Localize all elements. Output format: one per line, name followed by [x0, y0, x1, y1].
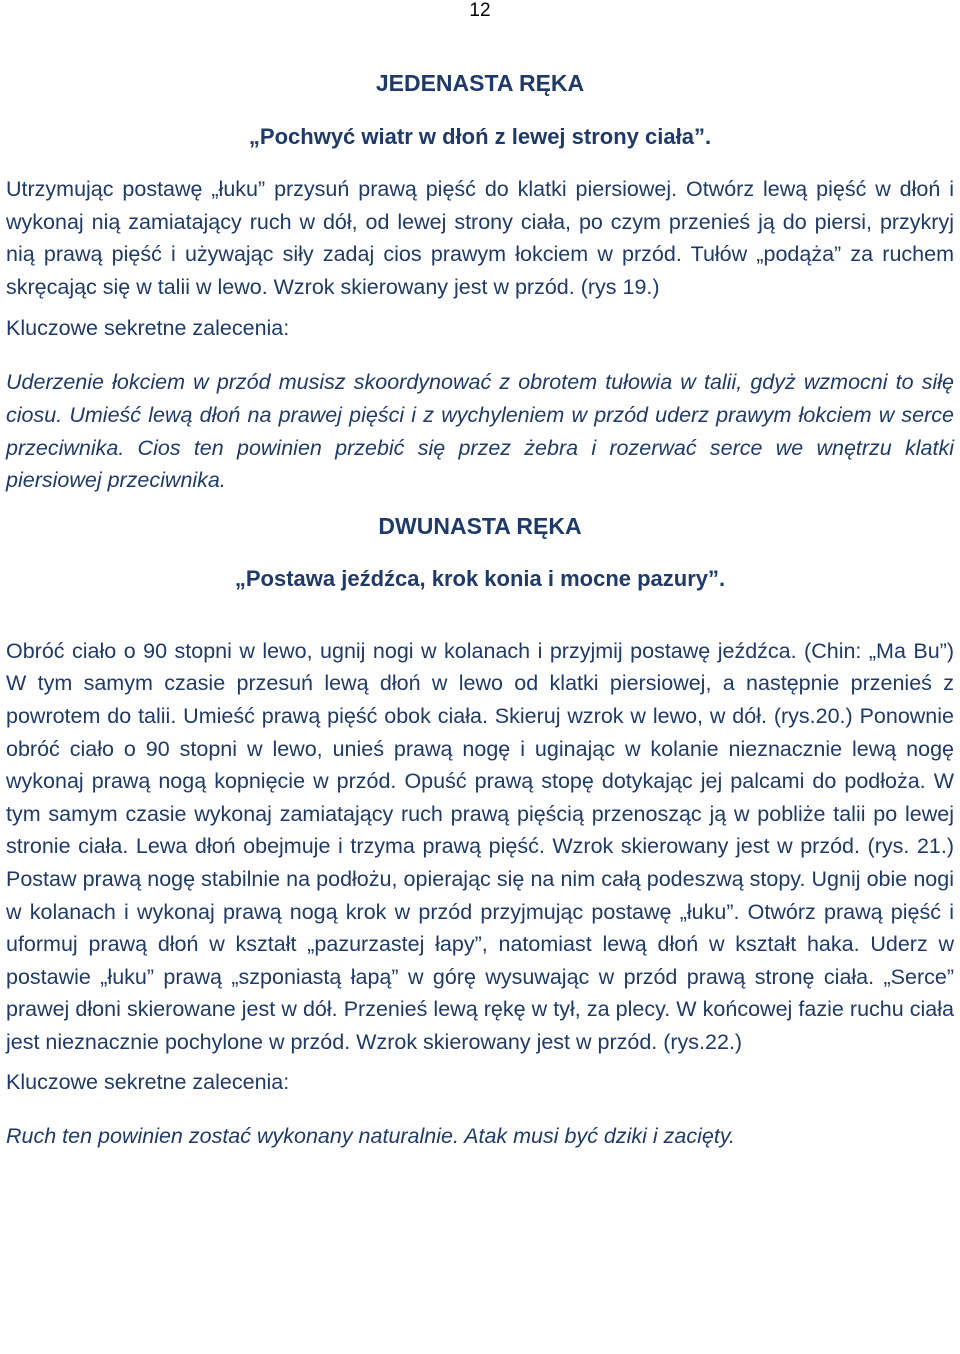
- section-twelfth-hand: [6, 511, 954, 1153]
- section-eleventh-hand: [6, 68, 954, 497]
- key-tips-label: Kluczowe sekretne zalecenia:: [6, 316, 290, 341]
- section-subtitle: „Pochwyć wiatr w dłoń z lewej strony ciała”.: [248, 124, 712, 149]
- key-tips-text: Uderzenie łokciem w przód musisz skoordynować z obrotem tułowia w talii, gdyż wzmocni to siłę ciosu. Umieść lewą dłoń na prawej pięści i z wychyleniem w przód uderz prawym łokciem w serce przeciwnika. Cios ten powinien przebić się przez żebra i rozerwać serce we wnętrzu klatki piersiowej przeciwnika.: [6, 370, 954, 493]
- section-body: Obróć ciało o 90 stopni w lewo, ugnij nogi w kolanach i przyjmij postawę jeźdźca. (Chin: „Ma Bu”) W tym samym czasie przesuń lewą dłoń w lewo od klatki piersiowej, a następnie przenieś z powrotem do talii. Umieść prawą pięść obok ciała. Skieruj wzrok w lewo, w dół. (rys.20.) Ponownie obróć ciało o 90 stopni w lewo, unieś prawą nogę i uginając w kolanie nieznacznie lewą nogę wykonaj prawą nogą kopnięcie w przód. Opuść prawą stopę dotykając jej palcami do podłoża. W tym samym czasie wykonaj zamiatający ruch prawą pięścią przenosząc ją w pobliże talii po lewej stronie ciała. Lewa dłoń obejmuje i trzyma prawą pięść. Wzrok skierowany jest w przód. (rys. 21.) Postaw prawą nogę stabilnie na podłożu, opierając się na nim całą podeszwą stopy. Ugnij obie nogi w kolanach i wykonaj prawą nogą krok w przód przyjmując postawę „łuku”. Otwórz prawą pięść i uformuj prawą dłoń w kształt „pazurzastej łapy”, natomiast lewą dłoń w kształt haka. Uderz w postawie „łuku” prawą „szponiastą łapą” w górę wysuwając w przód prawą stronę ciała. „Serce” prawej dłoni skierowane jest w dół. Przenieś lewą rękę w tył, za plecy. W końcowej fazie ruchu ciała jest nieznacznie pochylone w przód. Wzrok skierowany jest w przód. (rys.22.): [6, 638, 954, 1054]
- key-tips-text: Ruch ten powinien zostać wykonany naturalnie. Atak musi być dziki i zacięty.: [6, 1124, 735, 1149]
- key-tips-label: Kluczowe sekretne zalecenia:: [6, 1070, 290, 1095]
- document-body: [6, 64, 954, 1153]
- section-heading: JEDENASTA RĘKA: [375, 70, 585, 96]
- section-subtitle: „Postawa jeźdźca, krok konia i mocne pazury”.: [234, 565, 726, 591]
- page-number: 12: [469, 0, 491, 21]
- section-body: Utrzymując postawę „łuku” przysuń prawą pięść do klatki piersiowej. Otwórz lewą pięść w dłoń i wykonaj nią zamiatający ruch w dół, od lewej strony ciała, po czym przenieś ją do piersi, przykryj nią prawą pięść i używając siły zadaj cios prawym łokciem w przód. Tułów „podąża” za ruchem skręcając się w talii w lewo. Wzrok skierowany jest w przód. (rys 19.): [6, 177, 954, 299]
- section-heading: DWUNASTA RĘKA: [378, 512, 582, 539]
